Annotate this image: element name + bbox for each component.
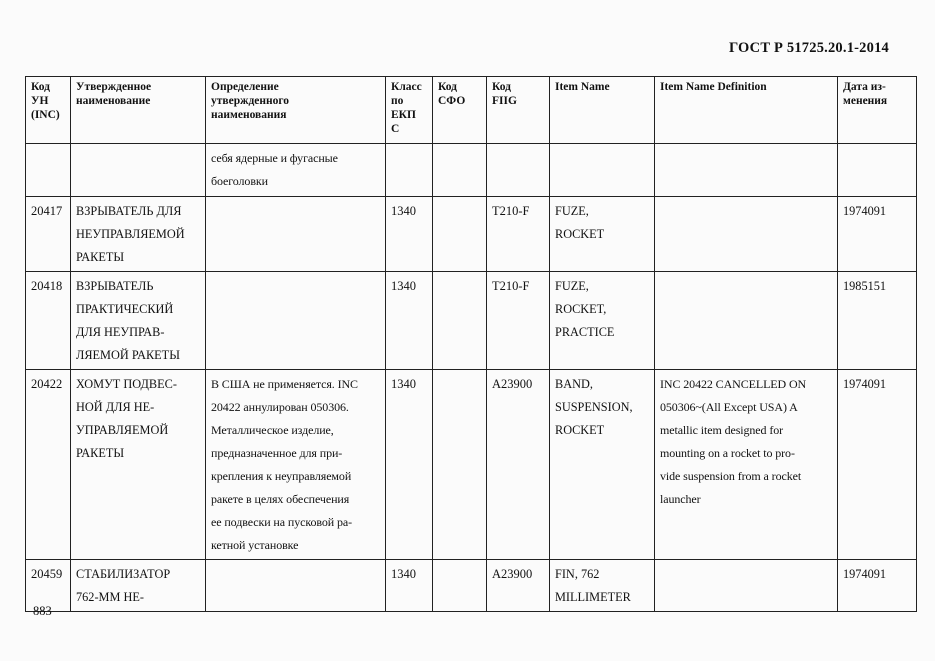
fiig-cell: T210-F xyxy=(487,272,550,370)
document-title: ГОСТ Р 51725.20.1-2014 xyxy=(728,40,889,56)
header-class xyxy=(386,77,433,144)
item-definition-cell xyxy=(655,144,838,197)
header-change-date xyxy=(838,77,917,144)
header-line: ЕКП xyxy=(391,109,416,121)
table-row xyxy=(26,370,917,560)
cell-line: 20422 аннулирован 050306. xyxy=(211,400,349,414)
header-line: наименование xyxy=(76,95,151,107)
cell-line: УПРАВЛЯЕМОЙ xyxy=(76,423,169,437)
cell-line: НЕУПРАВЛЯЕМОЙ xyxy=(76,227,185,241)
cell-line: кетной установке xyxy=(211,538,299,552)
cell-line: 762-ММ НЕ- xyxy=(76,590,144,604)
header-name-definition xyxy=(206,77,386,144)
table-row xyxy=(26,560,917,612)
cell-line: крепления к неуправляемой xyxy=(211,469,352,483)
item-name-cell xyxy=(550,560,655,612)
cell-line: metallic item designed for xyxy=(660,423,784,437)
classification-table xyxy=(25,76,917,612)
cell-line: FUZE, xyxy=(555,279,589,293)
header-item-name-definition xyxy=(655,77,838,144)
item-definition-cell xyxy=(655,560,838,612)
cell-line: MILLIMETER xyxy=(555,590,631,604)
sfo-cell xyxy=(433,197,487,272)
cell-line: BAND, xyxy=(555,377,593,391)
header-line: Код xyxy=(438,81,458,93)
date-cell: 1974091 xyxy=(838,370,917,560)
header-fiig-code xyxy=(487,77,550,144)
cell-line: предназначенное для при- xyxy=(211,446,343,460)
sfo-cell xyxy=(433,144,487,197)
item-name-cell xyxy=(550,197,655,272)
cell-line: РАКЕТЫ xyxy=(76,250,125,264)
cell-line: ВЗРЫВАТЕЛЬ ДЛЯ xyxy=(76,204,182,218)
cell-line: 050306~(All Except USA) A xyxy=(660,400,798,414)
cell-line: ракете в целях обеспечения xyxy=(211,492,350,506)
cell-line: vide suspension from a rocket xyxy=(660,469,802,483)
cell-line: launcher xyxy=(660,492,701,506)
header-line: УН xyxy=(31,95,49,107)
cell-line: ДЛЯ НЕУПРАВ- xyxy=(76,325,165,339)
approved-name-cell xyxy=(71,144,206,197)
item-name-cell xyxy=(550,272,655,370)
cell-line: СТАБИЛИЗАТОР xyxy=(76,567,171,581)
class-cell xyxy=(386,144,433,197)
date-cell: 1985151 xyxy=(838,272,917,370)
header-line: Дата из- xyxy=(843,81,886,93)
inc-cell: 20459 xyxy=(26,560,71,612)
table-row xyxy=(26,272,917,370)
sfo-cell xyxy=(433,272,487,370)
header-sfo-code xyxy=(433,77,487,144)
header-line: наименования xyxy=(211,109,287,121)
header-line: по xyxy=(391,95,404,107)
cell-line: себя ядерные и фугасные xyxy=(211,151,338,165)
header-line: FIIG xyxy=(492,95,517,107)
cell-line: ее подвески на пусковой ра- xyxy=(211,515,352,529)
cell-line: РАКЕТЫ xyxy=(76,446,125,460)
header-line: СФО xyxy=(438,95,466,107)
approved-name-cell xyxy=(71,370,206,560)
fiig-cell xyxy=(487,144,550,197)
header-line: С xyxy=(391,123,400,135)
cell-line: SUSPENSION, xyxy=(555,400,633,414)
item-definition-cell xyxy=(655,272,838,370)
cell-line: Металлическое изделие, xyxy=(211,423,334,437)
approved-name-cell xyxy=(71,272,206,370)
cell-line: INC 20422 CANCELLED ON xyxy=(660,377,807,391)
cell-line: ROCKET, xyxy=(555,302,607,316)
fiig-cell: A23900 xyxy=(487,370,550,560)
header-line: Item Name xyxy=(555,81,610,93)
cell-line: ПРАКТИЧЕСКИЙ xyxy=(76,302,174,316)
class-cell: 1340 xyxy=(386,560,433,612)
sfo-cell xyxy=(433,370,487,560)
approved-name-cell xyxy=(71,560,206,612)
cell-line: В США не применяется. INC xyxy=(211,377,358,391)
header-line: Утвержденное xyxy=(76,81,152,93)
date-cell xyxy=(838,144,917,197)
date-cell: 1974091 xyxy=(838,560,917,612)
header-line: менения xyxy=(843,95,888,107)
item-definition-cell xyxy=(655,370,838,560)
page-number: 883 xyxy=(33,604,52,618)
cell-line: PRACTICE xyxy=(555,325,615,339)
class-cell: 1340 xyxy=(386,272,433,370)
definition-cell xyxy=(206,560,386,612)
inc-cell: 20422 xyxy=(26,370,71,560)
header-approved-name xyxy=(71,77,206,144)
approved-name-cell xyxy=(71,197,206,272)
header-inc xyxy=(26,77,71,144)
header-line: утвержденного xyxy=(211,95,290,107)
cell-line: боеголовки xyxy=(211,174,268,188)
table-row xyxy=(26,144,917,197)
definition-cell xyxy=(206,370,386,560)
cell-line: ХОМУТ ПОДВЕС- xyxy=(76,377,177,391)
class-cell: 1340 xyxy=(386,370,433,560)
header-line: (INC) xyxy=(31,109,60,121)
cell-line: FUZE, xyxy=(555,204,589,218)
cell-line: НОЙ ДЛЯ НЕ- xyxy=(76,400,155,414)
cell-line: ВЗРЫВАТЕЛЬ xyxy=(76,279,154,293)
table-row xyxy=(26,197,917,272)
fiig-cell: A23900 xyxy=(487,560,550,612)
class-cell: 1340 xyxy=(386,197,433,272)
inc-cell: 20418 xyxy=(26,272,71,370)
item-name-cell xyxy=(550,144,655,197)
inc-cell xyxy=(26,144,71,197)
cell-line: mounting on a rocket to pro- xyxy=(660,446,795,460)
header-line: Класс xyxy=(391,81,422,93)
date-cell: 1974091 xyxy=(838,197,917,272)
cell-line: FIN, 762 xyxy=(555,567,600,581)
header-line: Item Name Definition xyxy=(660,81,767,93)
item-name-cell xyxy=(550,370,655,560)
header-item-name xyxy=(550,77,655,144)
cell-line: ROCKET xyxy=(555,227,605,241)
definition-cell xyxy=(206,144,386,197)
cell-line: ЛЯЕМОЙ РАКЕТЫ xyxy=(76,348,180,362)
cell-line: ROCKET xyxy=(555,423,605,437)
definition-cell xyxy=(206,197,386,272)
sfo-cell xyxy=(433,560,487,612)
fiig-cell: T210-F xyxy=(487,197,550,272)
definition-cell xyxy=(206,272,386,370)
table-header-row xyxy=(26,77,917,144)
header-line: Код xyxy=(492,81,512,93)
header-line: Код xyxy=(31,81,51,93)
item-definition-cell xyxy=(655,197,838,272)
inc-cell: 20417 xyxy=(26,197,71,272)
header-line: Определение xyxy=(211,81,279,93)
